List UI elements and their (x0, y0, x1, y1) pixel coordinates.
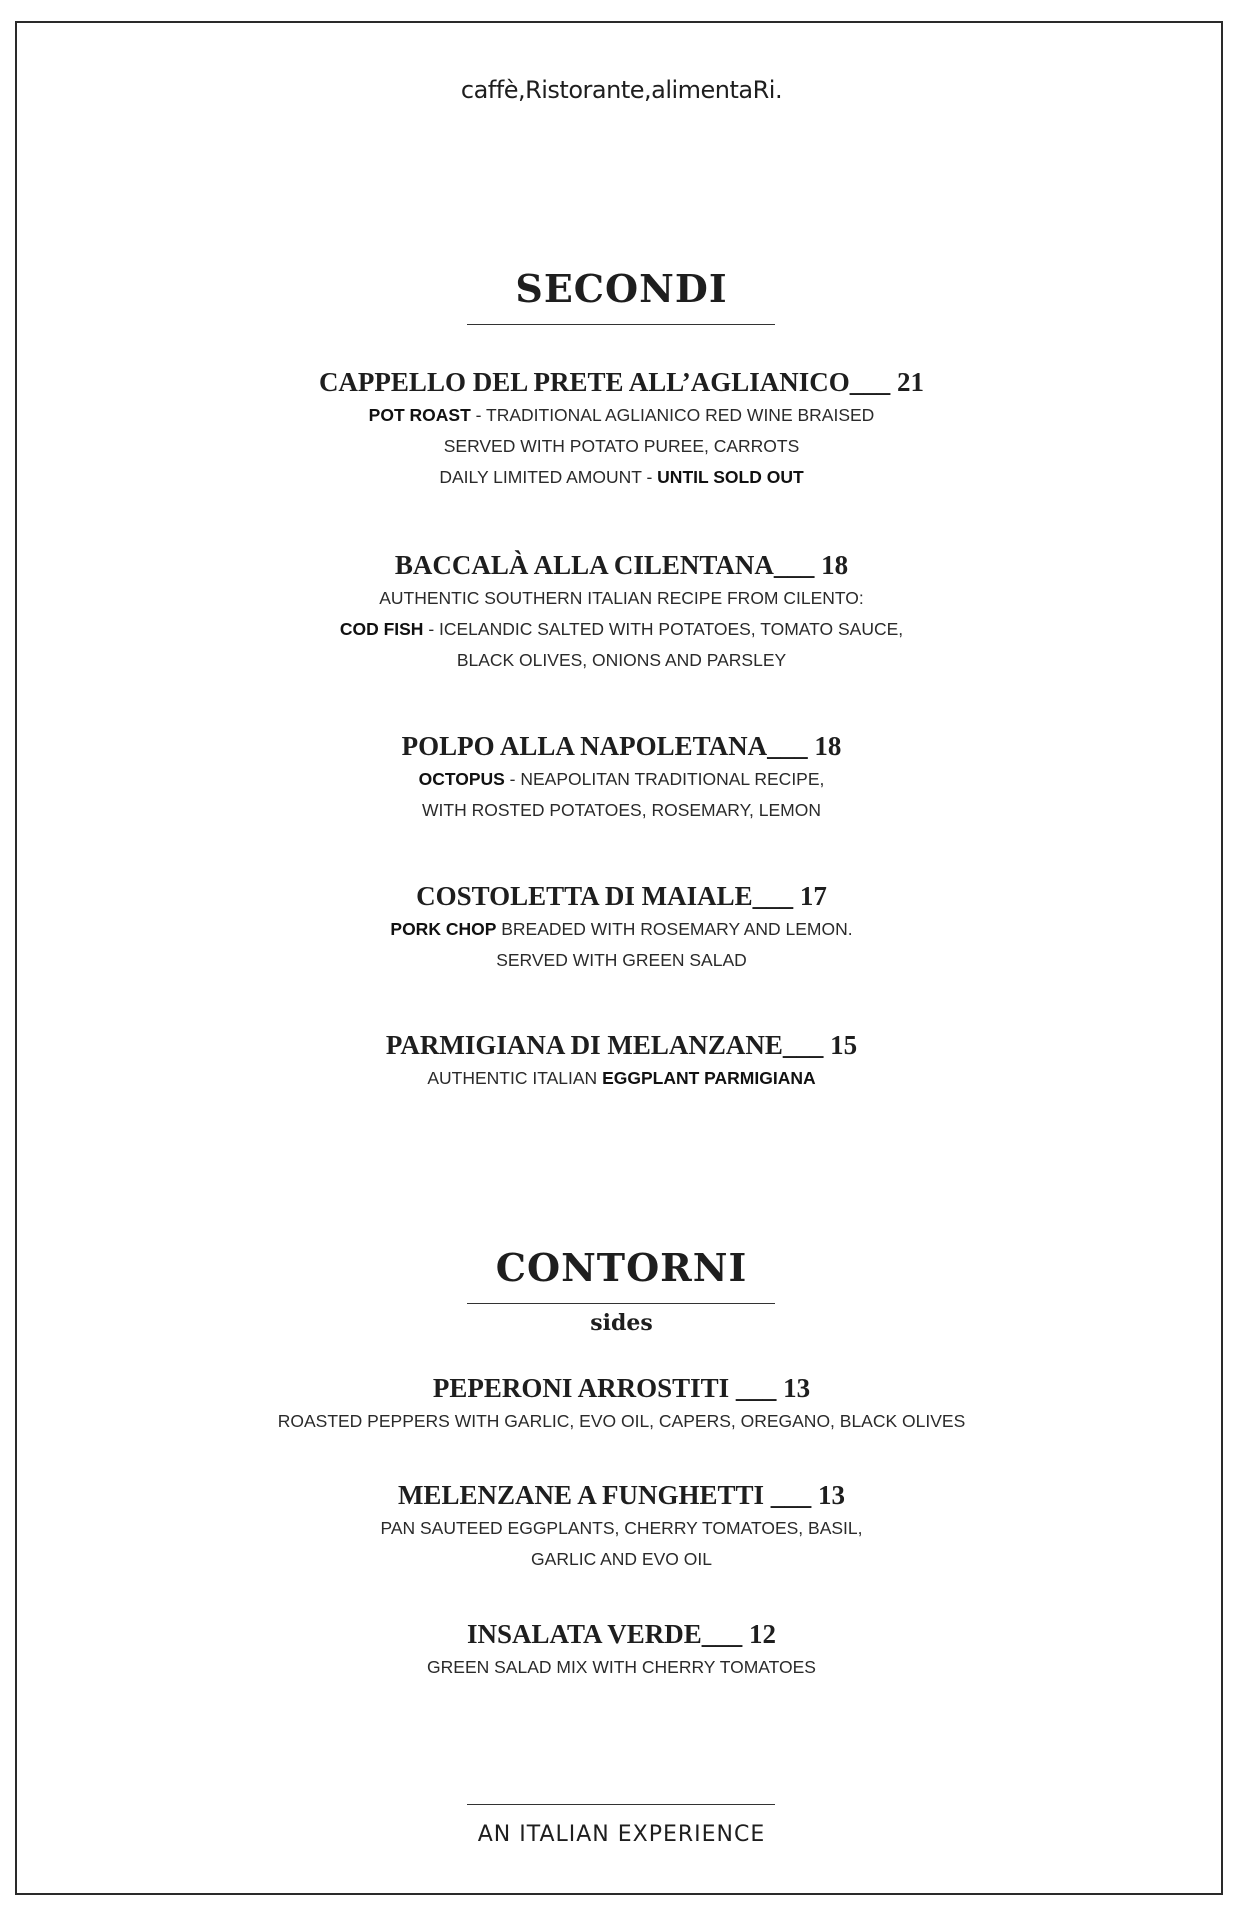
dish-text: PAN SAUTEED EGGPLANTS, CHERRY TOMATOES, BASIL, (380, 1518, 863, 1538)
dish-item (0, 1027, 1243, 1094)
dish-description-line (0, 795, 1243, 826)
dish-text: SERVED WITH POTATO PUREE, CARROTS (443, 436, 800, 456)
dish-description-line (0, 431, 1243, 462)
dish-description-line (0, 1063, 1243, 1094)
dish-text: GARLIC AND EVO OIL (531, 1549, 712, 1569)
section-divider (467, 1303, 775, 1304)
dish-description-line (0, 764, 1243, 795)
section-divider (467, 324, 775, 325)
dish-item (0, 364, 1243, 493)
dish-description-line (0, 1652, 1243, 1683)
section-title-secondi: SECONDI (515, 266, 728, 311)
dish-text: WITH ROSTED POTATOES, ROSEMARY, LEMON (422, 800, 821, 820)
dish-name: POLPO ALLA NAPOLETANA___ 18 (401, 731, 842, 761)
dish-name: MELENZANE A FUNGHETTI ___ 13 (397, 1480, 846, 1510)
dish-highlight-text: POT ROAST (368, 405, 471, 425)
dish-item (0, 1616, 1243, 1683)
dish-name: PEPERONI ARROSTITI ___ 13 (432, 1373, 811, 1403)
dish-text: - ICELANDIC SALTED WITH POTATOES, TOMATO SAUCE, (423, 619, 904, 639)
dish-description-line (0, 914, 1243, 945)
dish-text: ROASTED PEPPERS WITH GARLIC, EVO OIL, CAPERS, OREGANO, BLACK OLIVES (277, 1411, 966, 1431)
dish-name: INSALATA VERDE___ 12 (466, 1619, 777, 1649)
dish-highlight-text: EGGPLANT PARMIGIANA (602, 1068, 816, 1088)
dish-item (0, 1370, 1243, 1437)
dish-description-line (0, 1406, 1243, 1437)
dish-highlight-text: UNTIL SOLD OUT (657, 467, 804, 487)
dish-text: AUTHENTIC ITALIAN (427, 1068, 603, 1088)
dish-description-line (0, 614, 1243, 645)
section-subtitle: sides (590, 1310, 653, 1336)
dish-item (0, 547, 1243, 676)
dish-text: GREEN SALAD MIX WITH CHERRY TOMATOES (427, 1657, 816, 1677)
dish-text: DAILY LIMITED AMOUNT - (439, 467, 658, 487)
dish-name: CAPPELLO DEL PRETE ALL’AGLIANICO___ 21 (318, 367, 925, 397)
dish-description-line (0, 1544, 1243, 1575)
footer-divider (467, 1804, 775, 1805)
footer-tagline: AN ITALIAN EXPERIENCE (477, 1822, 766, 1847)
dish-text: BLACK OLIVES, ONIONS AND PARSLEY (456, 650, 787, 670)
dish-description-line (0, 645, 1243, 676)
dish-text: BREADED WITH ROSEMARY AND LEMON. (496, 919, 853, 939)
dish-item (0, 728, 1243, 826)
dish-item (0, 1477, 1243, 1575)
dish-highlight-text: PORK CHOP (390, 919, 497, 939)
dish-description-line (0, 400, 1243, 431)
dish-highlight-text: OCTOPUS (418, 769, 505, 789)
dish-text: - TRADITIONAL AGLIANICO RED WINE BRAISED (470, 405, 875, 425)
dish-name: BACCALÀ ALLA CILENTANA___ 18 (394, 550, 849, 580)
dish-text: - NEAPOLITAN TRADITIONAL RECIPE, (504, 769, 825, 789)
dish-highlight-text: COD FISH (339, 619, 424, 639)
dish-text: AUTHENTIC SOUTHERN ITALIAN RECIPE FROM CILENTO: (379, 588, 864, 608)
dish-item (0, 878, 1243, 976)
restaurant-logo: caffè,Ristorante,alimentaRi. (460, 76, 783, 104)
dish-description-line (0, 583, 1243, 614)
dish-name: COSTOLETTA DI MAIALE___ 17 (416, 881, 827, 911)
dish-name: PARMIGIANA DI MELANZANE___ 15 (385, 1030, 858, 1060)
section-title-contorni: CONTORNI (495, 1245, 748, 1290)
dish-description-line (0, 462, 1243, 493)
dish-description-line (0, 1513, 1243, 1544)
dish-text: SERVED WITH GREEN SALAD (496, 950, 747, 970)
dish-description-line (0, 945, 1243, 976)
